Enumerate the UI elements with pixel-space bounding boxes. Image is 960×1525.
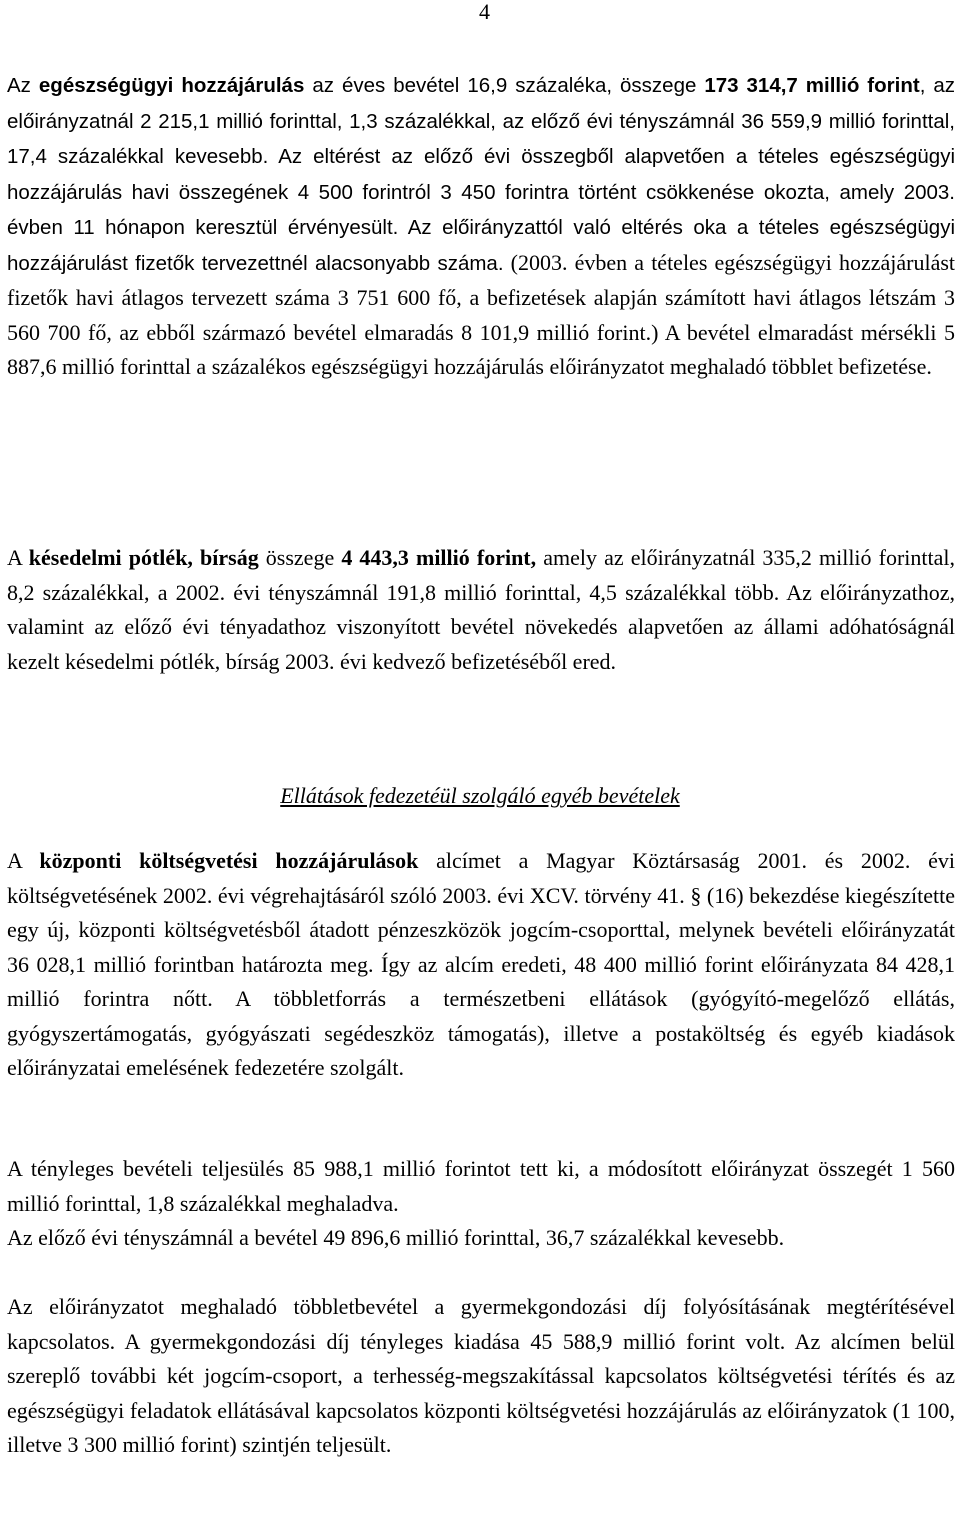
para1-text-3: Az eltérést az előző évi összegből alapvetően a tételes egészségügyi hozzájárulás havi összegének 4 500 forintról 3 450 forintra történt csökkenése okozta, amely 2003. évben 11 hónapon keresztül érvényesült. Az előirányzattól való eltérés oka a tételes egészségügyi hozzájárulást fizetők tervezettnél alacsonyabb száma. <box>7 145 955 275</box>
para1-intro: Az <box>7 74 39 97</box>
paragraph-previous-year: Az előző évi tényszámnál a bevétel 49 896,6 millió forinttal, 36,7 százalékkal kevesebb. <box>7 1225 785 1250</box>
para1-text: az éves bevétel 16,9 százaléka, összege <box>304 74 705 97</box>
para3-bold-term: központi költségvetési hozzájárulások <box>39 848 419 873</box>
paragraph-childcare: Az előirányzatot meghaladó többletbevétel a gyermekgondozási díj folyósításának megtérítésével kapcsolatos. A gyermekgondozási díj tényleges kiadása 45 588,9 millió forint volt. Az alcímen belül szereplő további két jogcím-csoport, a terhesség-megszakítással kapcsolatos költségvetési térítés és az egészségügyi feladatok ellátásával kapcsolatos központi költségvetési hozzájárulás az előirányzatok (1 100, illetve 3 300 millió forint) szintjén teljesült. <box>7 1294 955 1457</box>
para2-bold-term: késedelmi pótlék, bírság <box>28 545 259 570</box>
para2-bold-amount: 4 443,3 millió forint, <box>341 545 537 570</box>
paragraph-actual-revenue: A tényleges bevételi teljesülés 85 988,1 millió forintot tett ki, a módosított előirányzat összegét 1 560 millió forinttal, 1,8 százalékkal meghaladva. <box>7 1156 955 1216</box>
page-number: 4 <box>479 0 490 24</box>
para1-bold-term: egészségügyi hozzájárulás <box>38 74 305 97</box>
para3-text: alcímet a Magyar Köztársaság 2001. és 2002. évi költségvetésének 2002. évi végrehajtásáról szóló 2003. évi XCV. törvény 41. § (16) bekezdése kiegészítette egy új, központi költségvetésből átadott pénzeszközök jogcím-csoporttal, melynek bevételi előirányzatát 36 028,1 millió forintban határozta meg. Így az alcím eredeti, 48 400 millió forint előirányzata 84 428,1 millió forintra nőtt. A többletforrás a természetbeni ellátások (gyógyító-megelőző ellátás, gyógyszertámogatás, gyógyászati segédeszköz támogatás), illetve a postaköltség és egyéb kiadások előirányzatai emelésének fedezetére szolgált. <box>7 848 955 1080</box>
section-heading: Ellátások fedezetéül szolgáló egyéb bevételek <box>280 783 680 808</box>
para2-intro: A <box>7 545 29 570</box>
para2-text: összege <box>258 545 342 570</box>
para1-text-4: (2003. évben a tételes egészségügyi hozzájárulást fizetők havi átlagos tervezett száma 3 751 600 fő, a befizetések alapján számított havi átlagos létszám 3 560 700 fő, az ebből származó bevétel elmaradás 8 101,9 millió forint.) A bevétel elmaradást mérsékli 5 887,6 millió forinttal a százalékos egészségügyi hozzájárulás előirányzatot meghaladó többlet befizetése. <box>7 249 956 379</box>
para2-text-2: amely az előirányzatnál 335,2 millió forinttal, 8,2 százalékkal, a 2002. évi tényszámnál 191,8 millió forinttal, 4,5 százalékkal több. Az előirányzathoz, valamint az előző évi tényadathoz viszonyított bevétel növekedés alapvetően az állami adóhatóságnál kezelt késedelmi pótlék, bírság 2003. évi kedvező befizetéséből ered. <box>7 545 956 674</box>
paragraph-late-penalty <box>7 541 955 679</box>
para1-text-2: , az előirányzatnál 2 215,1 millió forinttal, 1,3 százalékkal, az előző évi tényszámnál 36 559,9 millió forinttal, 17,4 százalékkal kevesebb. <box>7 74 956 168</box>
paragraph-central-budget <box>7 844 955 1086</box>
paragraph-health-contribution <box>7 68 955 385</box>
para3-intro: A <box>7 848 40 873</box>
para1-bold-amount: 173 314,7 millió forint <box>704 74 920 97</box>
